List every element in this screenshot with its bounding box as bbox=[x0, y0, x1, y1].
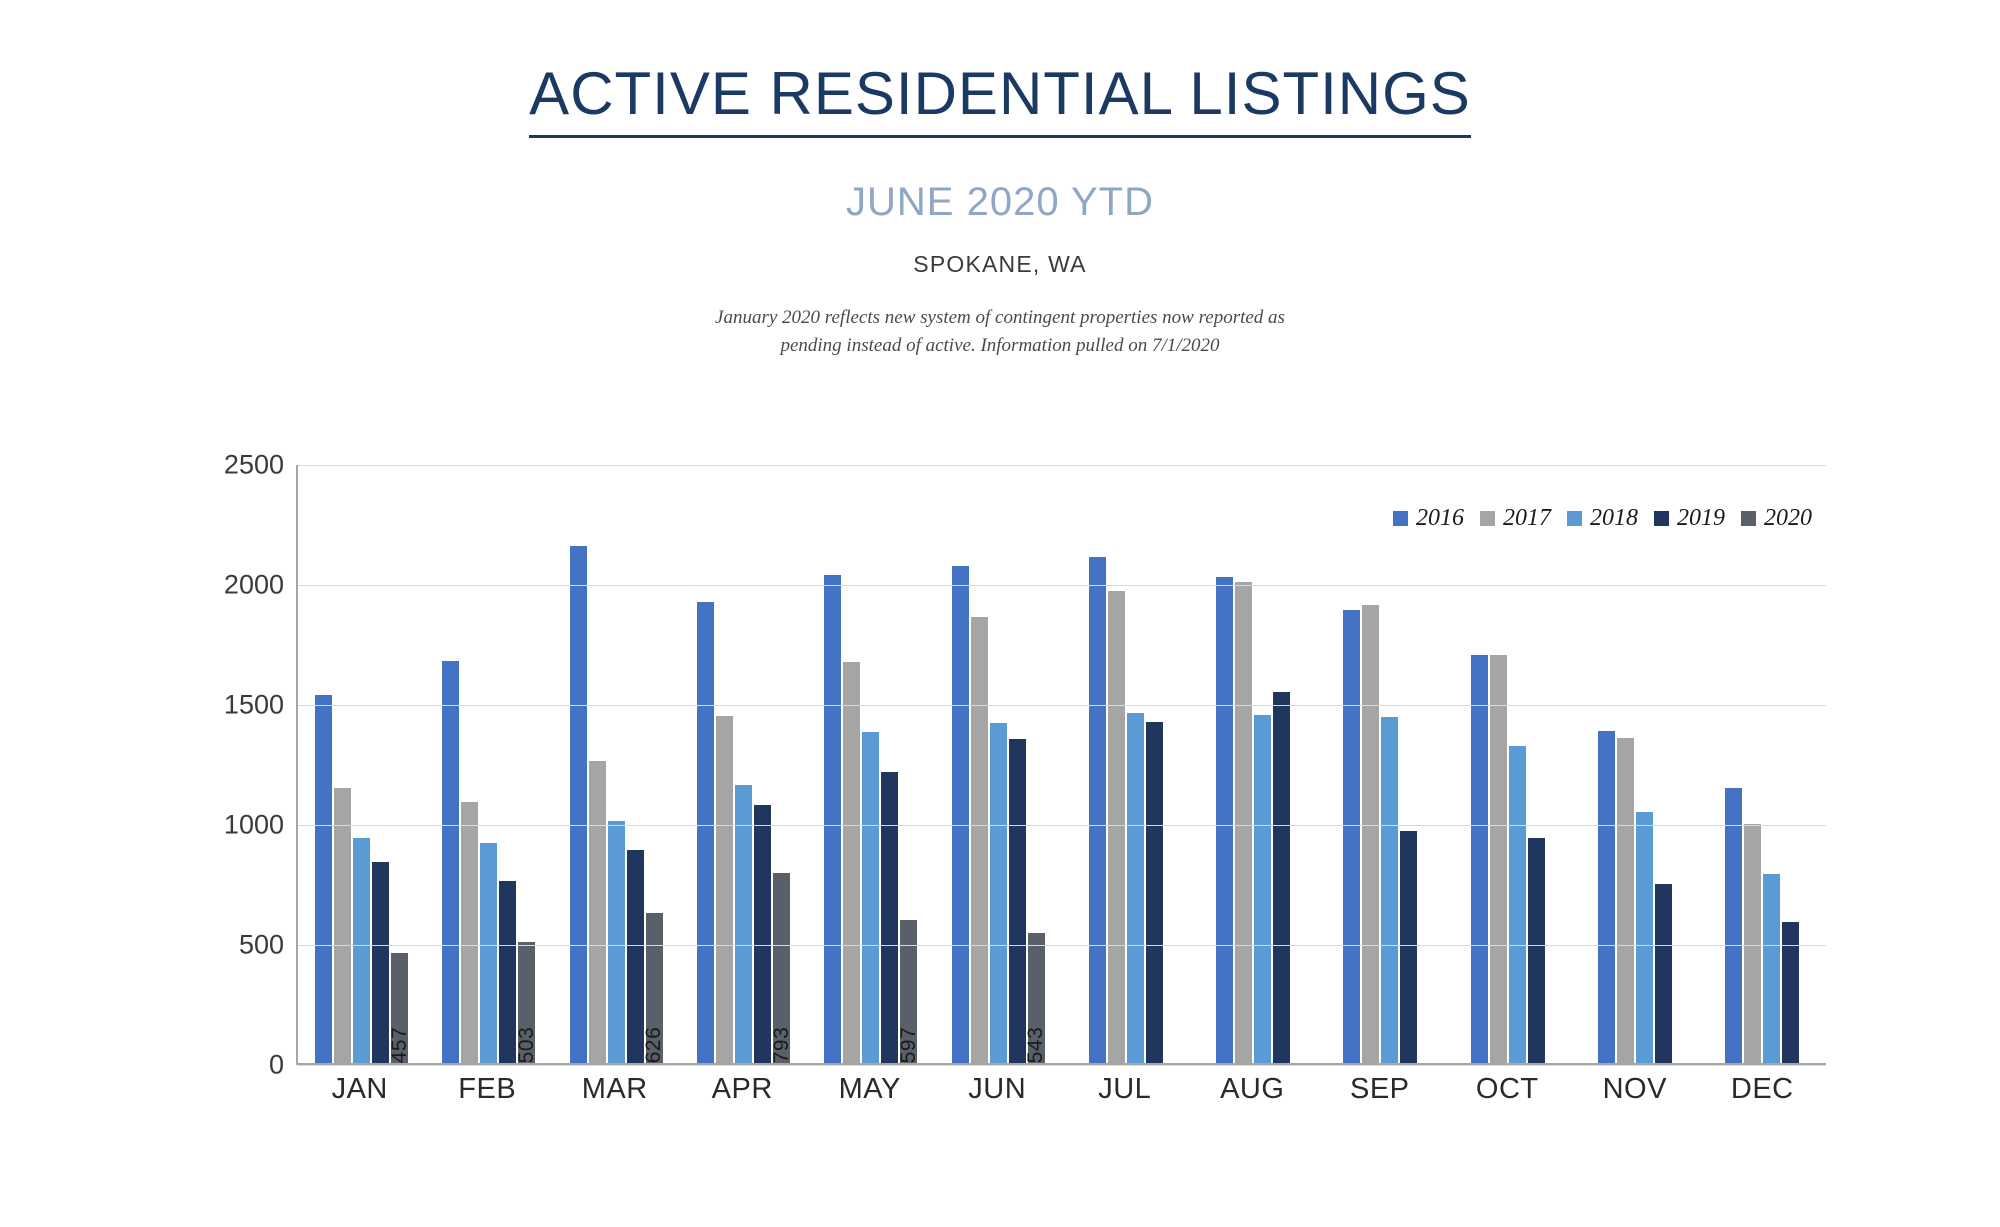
gridline bbox=[298, 585, 1826, 586]
bar-group bbox=[935, 465, 1062, 1063]
bar[interactable] bbox=[387, 953, 411, 1064]
x-axis-tick-label: JUL bbox=[1098, 1073, 1152, 1105]
plot-area bbox=[223, 449, 1826, 1080]
bar[interactable] bbox=[1024, 933, 1048, 1064]
bar[interactable] bbox=[372, 862, 389, 1063]
bar[interactable] bbox=[1216, 577, 1233, 1063]
bar[interactable] bbox=[862, 732, 879, 1063]
x-axis-tick-label: JUN bbox=[968, 1073, 1027, 1105]
location-label: SPOKANE, WA bbox=[913, 251, 1087, 277]
y-axis-tick-label: 0 bbox=[268, 1049, 284, 1080]
chart-container bbox=[186, 449, 1826, 1135]
bar[interactable] bbox=[1763, 874, 1780, 1063]
x-axis-tick-label: OCT bbox=[1475, 1073, 1539, 1105]
bar[interactable] bbox=[334, 788, 351, 1063]
bar[interactable] bbox=[843, 662, 860, 1063]
gridline bbox=[298, 945, 1826, 946]
bar-group bbox=[425, 465, 552, 1063]
bar[interactable] bbox=[1782, 922, 1799, 1063]
footnote-line-2: pending instead of active. Information pulled on 7/1/2020 bbox=[780, 334, 1220, 356]
legend-label: 2020 bbox=[1764, 505, 1812, 531]
bar-group bbox=[1699, 465, 1826, 1063]
bar[interactable] bbox=[1400, 831, 1417, 1063]
bar-group bbox=[1317, 465, 1444, 1063]
bar-group bbox=[807, 465, 934, 1063]
x-axis-tick-label: MAY bbox=[838, 1073, 901, 1105]
bar[interactable] bbox=[952, 566, 969, 1063]
bar-group bbox=[1189, 465, 1316, 1063]
bar[interactable] bbox=[769, 873, 793, 1064]
bar-value-label: 503 bbox=[514, 1026, 538, 1064]
gridline bbox=[298, 705, 1826, 706]
bar-value-label: 793 bbox=[769, 1026, 793, 1064]
legend-label: 2019 bbox=[1677, 505, 1725, 531]
bar[interactable] bbox=[1471, 655, 1488, 1063]
bar[interactable] bbox=[442, 661, 459, 1063]
bar[interactable] bbox=[1343, 610, 1360, 1063]
bar[interactable] bbox=[754, 805, 771, 1063]
y-axis-tick-label: 1000 bbox=[223, 809, 284, 840]
bar[interactable] bbox=[608, 821, 625, 1063]
bar-value-label: 597 bbox=[896, 1026, 920, 1064]
bar[interactable] bbox=[716, 716, 733, 1063]
legend-label: 2018 bbox=[1590, 505, 1638, 531]
bar[interactable] bbox=[1235, 582, 1252, 1063]
bar[interactable] bbox=[1009, 739, 1026, 1063]
x-axis-tick-label: JAN bbox=[331, 1073, 388, 1105]
y-axis-tick-label: 2500 bbox=[223, 449, 284, 480]
footnote bbox=[0, 304, 2000, 359]
bar[interactable] bbox=[642, 913, 666, 1064]
bar-group bbox=[298, 465, 425, 1063]
footnote-line-1: January 2020 reflects new system of contingent properties now reported as bbox=[715, 307, 1285, 328]
x-axis-tick-label: FEB bbox=[458, 1073, 517, 1105]
bar[interactable] bbox=[1273, 692, 1290, 1063]
x-axis-tick-label: APR bbox=[711, 1073, 773, 1105]
bar[interactable] bbox=[1725, 788, 1742, 1063]
bar[interactable] bbox=[514, 942, 538, 1064]
gridline bbox=[298, 825, 1826, 826]
y-axis-tick-label: 2000 bbox=[223, 569, 284, 600]
bar-group bbox=[1444, 465, 1571, 1063]
bar[interactable] bbox=[1362, 605, 1379, 1063]
bar[interactable] bbox=[353, 838, 370, 1063]
bar[interactable] bbox=[697, 602, 714, 1063]
bar[interactable] bbox=[570, 546, 587, 1063]
page-title: ACTIVE RESIDENTIAL LISTINGS bbox=[529, 62, 1471, 138]
bar-group bbox=[680, 465, 807, 1063]
bar[interactable] bbox=[1490, 655, 1507, 1063]
bar[interactable] bbox=[1744, 824, 1761, 1063]
bar[interactable] bbox=[1127, 713, 1144, 1063]
bar[interactable] bbox=[1528, 838, 1545, 1063]
x-axis-labels bbox=[296, 1073, 1826, 1106]
legend-label: 2017 bbox=[1503, 505, 1551, 531]
bar[interactable] bbox=[1254, 715, 1271, 1063]
page-subtitle: JUNE 2020 YTD bbox=[846, 180, 1154, 224]
bar[interactable] bbox=[990, 723, 1007, 1063]
bar[interactable] bbox=[824, 575, 841, 1063]
bar[interactable] bbox=[1381, 717, 1398, 1063]
bar[interactable] bbox=[499, 881, 516, 1063]
bar-value-label: 457 bbox=[387, 1026, 411, 1064]
bar[interactable] bbox=[315, 695, 332, 1063]
x-axis-tick-label: NOV bbox=[1602, 1073, 1667, 1105]
y-axis-tick-label: 500 bbox=[238, 929, 284, 960]
bar-group bbox=[553, 465, 680, 1063]
bar[interactable] bbox=[1108, 591, 1125, 1063]
y-axis-tick-label: 1500 bbox=[223, 689, 284, 720]
bar[interactable] bbox=[480, 843, 497, 1063]
gridline bbox=[298, 1065, 1826, 1066]
x-axis-tick-label: MAR bbox=[581, 1073, 648, 1105]
bar-value-label: 543 bbox=[1024, 1026, 1048, 1064]
bar[interactable] bbox=[896, 920, 920, 1064]
bar-groups bbox=[298, 465, 1826, 1063]
bar[interactable] bbox=[461, 802, 478, 1063]
legend-label: 2016 bbox=[1416, 505, 1464, 531]
bar[interactable] bbox=[1617, 738, 1634, 1063]
chart-header bbox=[0, 0, 2000, 359]
gridline bbox=[298, 465, 1826, 466]
bar-group bbox=[1062, 465, 1189, 1063]
bar[interactable] bbox=[1655, 884, 1672, 1063]
bar[interactable] bbox=[1146, 722, 1163, 1063]
bar[interactable] bbox=[1089, 557, 1106, 1063]
bar-group bbox=[1571, 465, 1698, 1063]
bar[interactable] bbox=[1509, 746, 1526, 1063]
bar[interactable] bbox=[1598, 731, 1615, 1063]
x-axis-tick-label: DEC bbox=[1730, 1073, 1794, 1105]
bar[interactable] bbox=[881, 772, 898, 1063]
x-axis-tick-label: AUG bbox=[1220, 1073, 1285, 1105]
x-axis-tick-label: SEP bbox=[1349, 1073, 1410, 1105]
bar[interactable] bbox=[971, 617, 988, 1063]
bar[interactable] bbox=[735, 785, 752, 1063]
bar[interactable] bbox=[589, 761, 606, 1063]
bar-value-label: 626 bbox=[642, 1026, 666, 1064]
bar[interactable] bbox=[1636, 812, 1653, 1063]
